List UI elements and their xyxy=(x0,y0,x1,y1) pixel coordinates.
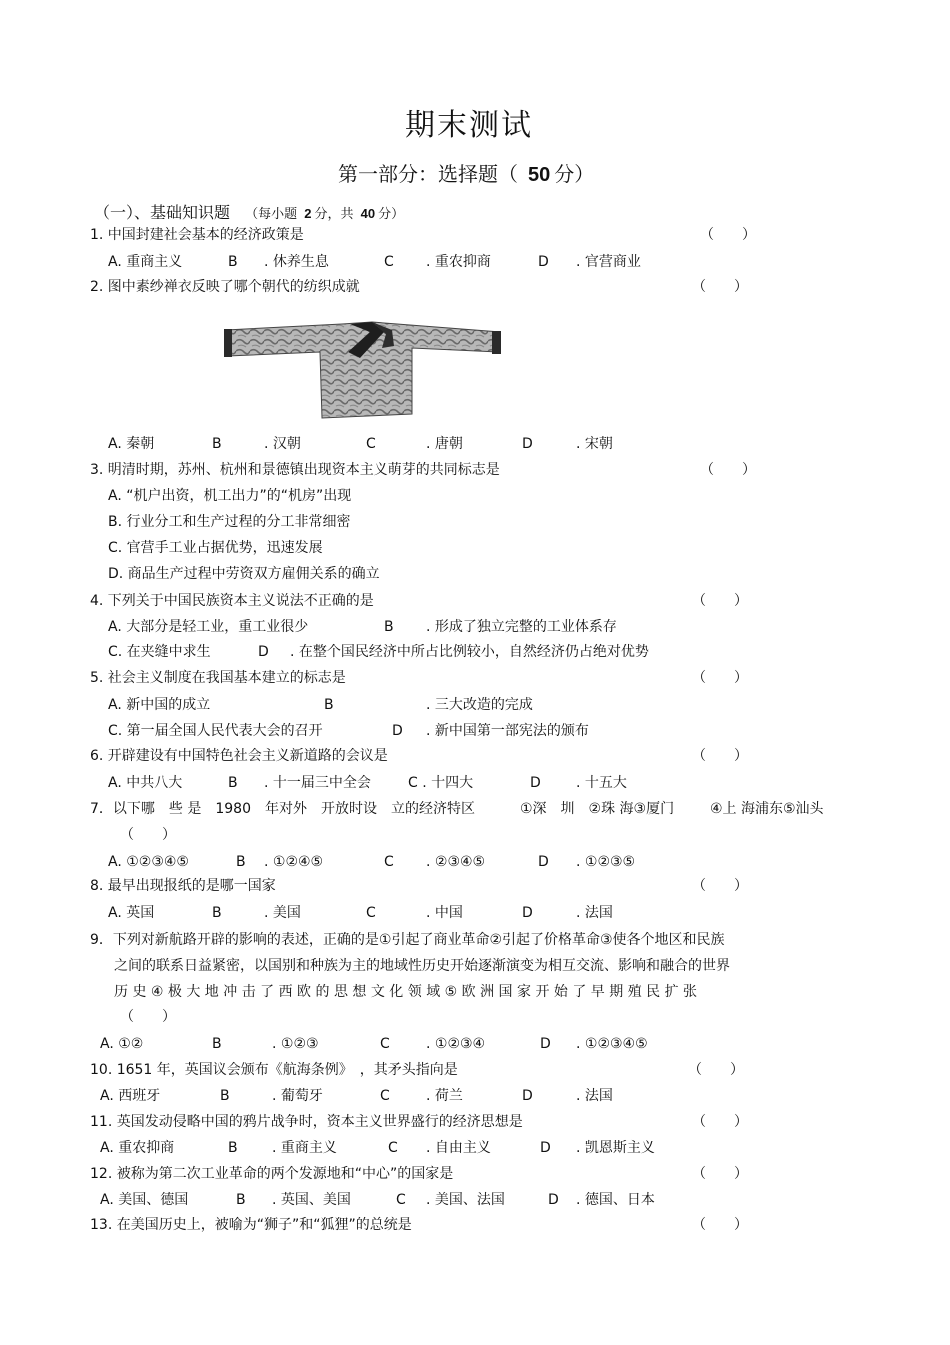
option-c: C . 十四大 xyxy=(408,775,474,791)
option-d: . ①②③④⑤ xyxy=(576,1036,648,1052)
option-c-letter: C xyxy=(366,436,376,452)
option-b: . ①②④⑤ xyxy=(264,854,324,870)
part-heading-prefix: 第一部分：选择题（ xyxy=(338,162,518,186)
answer-paren: （ ） xyxy=(692,1166,748,1182)
option-a: A. ①② xyxy=(100,1036,144,1052)
part-heading xyxy=(338,158,594,187)
option-b: . 十一届三中全会 xyxy=(264,775,371,791)
option-b: B. 行业分工和生产过程的分工非常细密 xyxy=(108,514,351,530)
option-b-letter: B xyxy=(220,1088,230,1104)
option-c: . ②③④⑤ xyxy=(426,854,486,870)
option-d-letter: D xyxy=(540,1036,551,1052)
option-b: . 三大改造的完成 xyxy=(426,697,533,713)
option-c: C. 在夹缝中求生 xyxy=(108,644,211,660)
option-d-letter: D xyxy=(538,254,549,270)
section-note-suffix: 分） xyxy=(378,207,405,222)
option-d: . 德国、日本 xyxy=(576,1192,655,1208)
answer-paren: （ ） xyxy=(120,1009,176,1025)
option-c: . 中国 xyxy=(426,905,463,921)
option-b: . ①②③ xyxy=(272,1036,319,1052)
option-c: . 唐朝 xyxy=(426,436,463,452)
option-c-letter: C xyxy=(396,1192,406,1208)
option-b-letter: B xyxy=(236,854,246,870)
question-7-stem: 7．以下哪 些 是 1980 年对外 开放时设 立的经济特区 xyxy=(90,801,475,817)
option-a: A. “机户出资，机工出力”的“机房”出现 xyxy=(108,488,352,504)
question-7-places: ①深 圳 ②珠 海③厦门 xyxy=(520,801,675,817)
option-d-letter: D xyxy=(540,1140,551,1156)
question-11-stem: 11. 英国发动侵略中国的鸦片战争时，资本主义世界盛行的经济思想是 xyxy=(90,1114,523,1130)
option-d: . 在整个国民经济中所占比例较小，自然经济仍占绝对优势 xyxy=(290,644,649,660)
section-note-prefix: （每小题 xyxy=(245,207,298,222)
option-d: . 官营商业 xyxy=(576,254,641,270)
answer-paren: （ ） xyxy=(692,279,748,295)
option-d-letter: D xyxy=(522,1088,533,1104)
option-a: A. 秦朝 xyxy=(108,436,155,452)
option-b: . 重商主义 xyxy=(272,1140,337,1156)
option-d-letter: D xyxy=(538,854,549,870)
option-c: . ①②③④ xyxy=(426,1036,486,1052)
option-b-letter: B xyxy=(212,436,222,452)
option-d-letter: D xyxy=(530,775,541,791)
option-b-letter: B xyxy=(212,1036,222,1052)
answer-paren: （ ） xyxy=(688,1062,744,1078)
answer-paren: （ ） xyxy=(700,227,756,243)
option-d-letter: D xyxy=(548,1192,559,1208)
option-d-letter: D xyxy=(522,436,533,452)
question-3-stem: 3. 明清时期，苏州、杭州和景德镇出现资本主义萌芽的共同标志是 xyxy=(90,462,500,478)
answer-paren: （ ） xyxy=(700,462,756,478)
part-score: 50 xyxy=(528,164,551,186)
question-10-stem: 10. 1651 年，英国议会颁布《航海条例》 ，其矛头指向是 xyxy=(90,1062,458,1078)
answer-paren: （ ） xyxy=(692,748,748,764)
section-per-score: 2 xyxy=(304,206,312,221)
option-c: . 自由主义 xyxy=(426,1140,491,1156)
question-4-stem: 4. 下列关于中国民族资本主义说法不正确的是 xyxy=(90,593,374,609)
option-b: . 美国 xyxy=(264,905,301,921)
option-d-letter: D xyxy=(522,905,533,921)
page-title: 期末测试 xyxy=(405,108,533,143)
answer-paren: （ ） xyxy=(120,827,176,843)
option-d: . 宋朝 xyxy=(576,436,613,452)
option-b: . 形成了独立完整的工业体系存 xyxy=(426,619,617,635)
option-b: . 休养生息 xyxy=(264,254,329,270)
question-12-stem: 12. 被称为第二次工业革命的两个发源地和“中心”的国家是 xyxy=(90,1166,454,1182)
answer-paren: （ ） xyxy=(692,1217,748,1233)
option-a: A. 重商主义 xyxy=(108,254,183,270)
option-b-letter: B xyxy=(384,619,394,635)
option-d: . 法国 xyxy=(576,1088,613,1104)
option-c-letter: C xyxy=(384,854,394,870)
option-d-letter: D xyxy=(258,644,269,660)
option-d: . 凯恩斯主义 xyxy=(576,1140,655,1156)
option-d: D. 商品生产过程中劳资双方雇佣关系的确立 xyxy=(108,566,380,582)
option-b-letter: B xyxy=(212,905,222,921)
option-b-letter: B xyxy=(228,254,238,270)
option-c-letter: C xyxy=(380,1088,390,1104)
option-a: A. ①②③④⑤ xyxy=(108,854,189,870)
option-c-letter: C xyxy=(388,1140,398,1156)
answer-paren: （ ） xyxy=(692,670,748,686)
question-9-stem-line-3: 历 史 ④ 极 大 地 冲 击 了 西 欧 的 思 想 文 化 领 域 ⑤ 欧 洲 国 家 开 始 了 早 期 殖 民 扩 张 xyxy=(114,984,698,1000)
option-b-letter: B xyxy=(228,1140,238,1156)
option-a: A. 西班牙 xyxy=(100,1088,161,1104)
option-a: A. 大部分是轻工业，重工业很少 xyxy=(108,619,309,635)
question-2-stem: 2. 图中素纱禅衣反映了哪个朝代的纺织成就 xyxy=(90,279,360,295)
question-5-stem: 5. 社会主义制度在我国基本建立的标志是 xyxy=(90,670,346,686)
option-c-letter: C xyxy=(380,1036,390,1052)
option-a: A. 新中国的成立 xyxy=(108,697,211,713)
option-c: . 美国、法国 xyxy=(426,1192,505,1208)
option-c: . 重农抑商 xyxy=(426,254,491,270)
option-d-letter: D xyxy=(392,723,403,739)
question-7-places-2: ④上 海浦东⑤汕头 xyxy=(710,801,824,817)
question-6-stem: 6. 开辟建设有中国特色社会主义新道路的会议是 xyxy=(90,748,388,764)
option-a: A. 美国、德国 xyxy=(100,1192,189,1208)
answer-paren: （ ） xyxy=(692,593,748,609)
option-d: . 法国 xyxy=(576,905,613,921)
option-c: C. 官营手工业占据优势，迅速发展 xyxy=(108,540,323,556)
option-b: . 汉朝 xyxy=(264,436,301,452)
section-heading xyxy=(94,200,404,223)
question-13-stem: 13. 在美国历史上，被喻为“狮子”和“狐狸”的总统是 xyxy=(90,1217,412,1233)
option-b: . 英国、美国 xyxy=(272,1192,351,1208)
section-total-score: 40 xyxy=(360,206,376,221)
part-heading-suffix: 分） xyxy=(554,162,595,186)
option-b-letter: B xyxy=(228,775,238,791)
option-c: . 荷兰 xyxy=(426,1088,463,1104)
option-d: . 新中国第一部宪法的颁布 xyxy=(426,723,589,739)
option-a: A. 重农抑商 xyxy=(100,1140,175,1156)
option-c: C. 第一届全国人民代表大会的召开 xyxy=(108,723,323,739)
option-c-letter: C xyxy=(366,905,376,921)
answer-paren: （ ） xyxy=(692,1114,748,1130)
option-a: A. 中共八大 xyxy=(108,775,183,791)
answer-paren: （ ） xyxy=(692,878,748,894)
question-9-stem-line-2: 之间的联系日益紧密，以国别和种族为主的地域性历史开始逐渐演变为相互交流、影响和融合的世界 xyxy=(114,958,730,974)
option-d: . 十五大 xyxy=(576,775,627,791)
section-note-mid: 分，共 xyxy=(314,207,354,222)
question-1-stem: 1. 中国封建社会基本的经济政策是 xyxy=(90,227,304,243)
option-d: . ①②③⑤ xyxy=(576,854,636,870)
option-b: . 葡萄牙 xyxy=(272,1088,323,1104)
option-b-letter: B xyxy=(236,1192,246,1208)
question-8-stem: 8. 最早出现报纸的是哪一国家 xyxy=(90,878,276,894)
option-b-letter: B xyxy=(324,697,334,713)
section-note xyxy=(245,207,404,222)
option-c-letter: C xyxy=(384,254,394,270)
silk-robe-image xyxy=(222,318,504,420)
question-9-stem-line-1: 9．下列对新航路开辟的影响的表述，正确的是①引起了商业革命②引起了价格革命③使各个地区和民族 xyxy=(90,932,725,948)
option-a: A. 英国 xyxy=(108,905,155,921)
section-label: （一）、基础知识题 xyxy=(94,203,231,222)
